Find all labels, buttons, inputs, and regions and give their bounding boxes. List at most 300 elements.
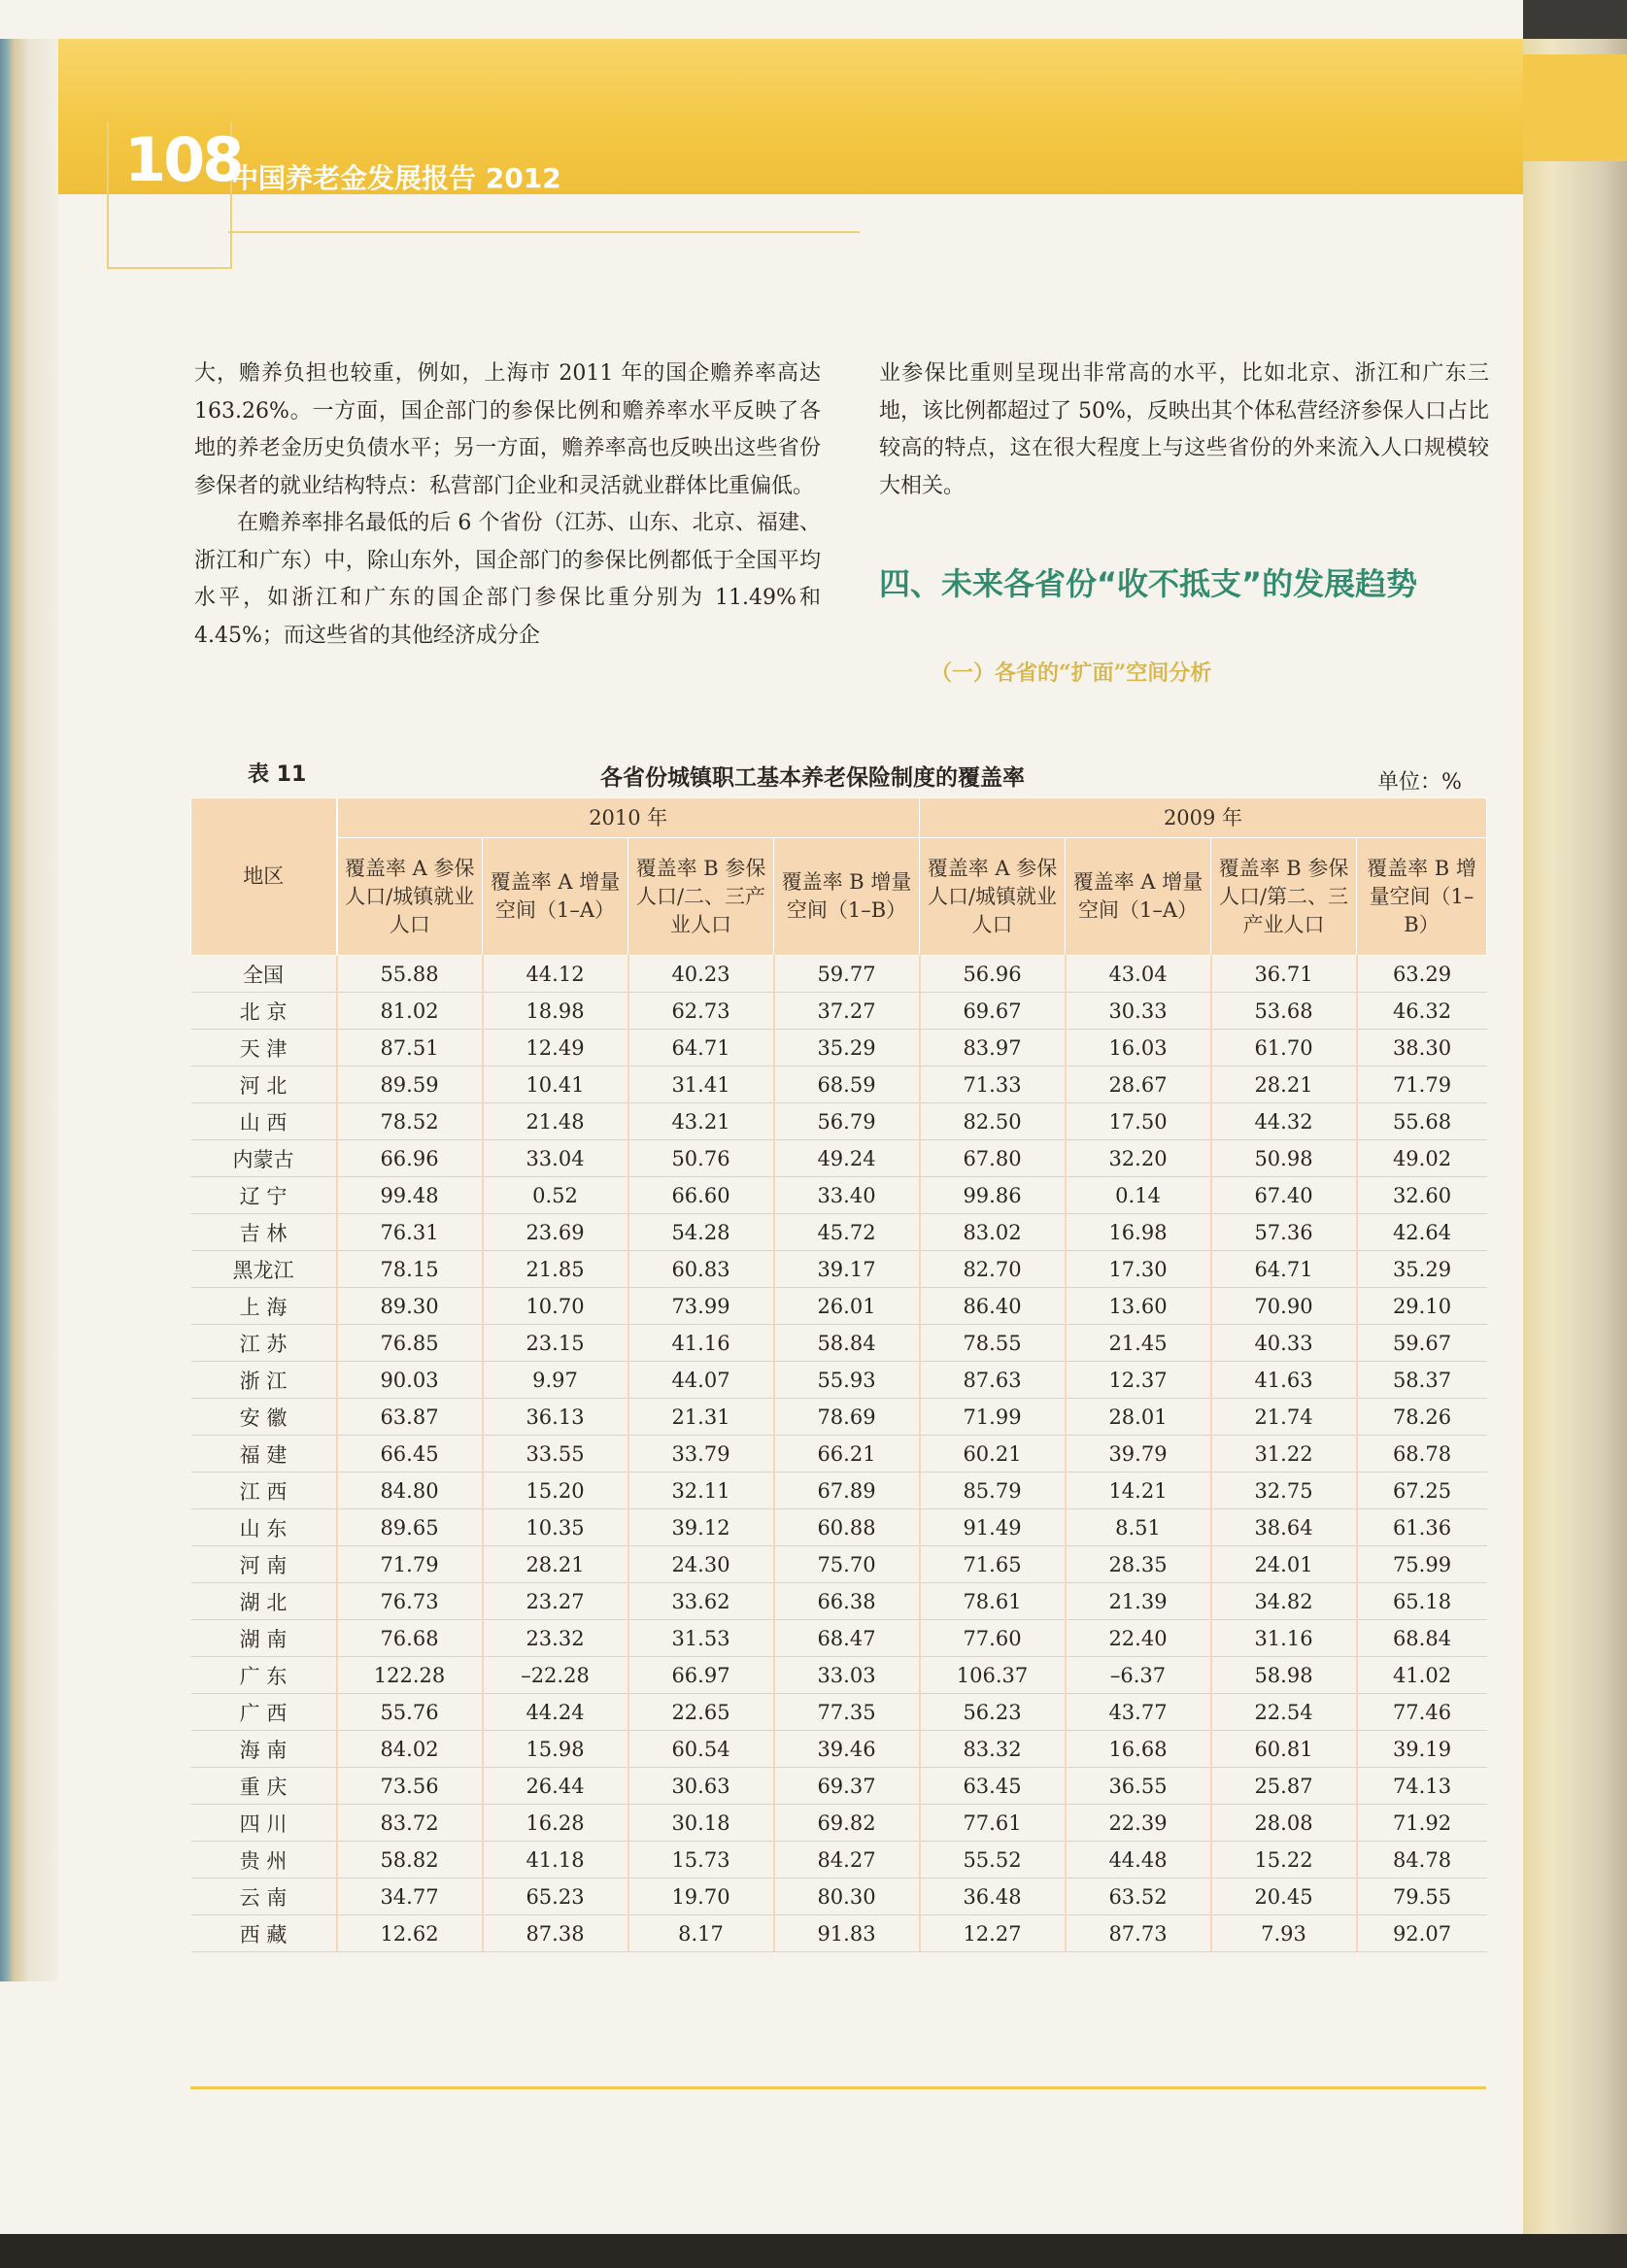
value-cell: 31.41 — [628, 1066, 774, 1103]
value-cell: –22.28 — [483, 1657, 628, 1694]
region-cell: 江 苏 — [191, 1325, 337, 1362]
value-cell: 42.64 — [1357, 1214, 1487, 1251]
value-cell: 58.37 — [1357, 1362, 1487, 1399]
sub-heading: （一）各省的“扩面”空间分析 — [931, 660, 1212, 686]
value-cell: 71.65 — [920, 1546, 1066, 1583]
value-cell: 39.17 — [774, 1251, 920, 1288]
value-cell: 13.60 — [1066, 1288, 1211, 1325]
region-cell: 海 南 — [191, 1731, 337, 1768]
value-cell: 61.70 — [1211, 1030, 1357, 1066]
value-cell: 28.35 — [1066, 1546, 1211, 1583]
value-cell: 15.20 — [483, 1473, 628, 1509]
facing-page-edge — [1523, 39, 1627, 2234]
value-cell: 39.46 — [774, 1731, 920, 1768]
value-cell: 83.02 — [920, 1214, 1066, 1251]
value-cell: 40.23 — [628, 956, 774, 993]
region-cell: 广 西 — [191, 1694, 337, 1731]
footer-rule — [190, 2086, 1486, 2089]
value-cell: 66.96 — [337, 1140, 483, 1177]
value-cell: 87.63 — [920, 1362, 1066, 1399]
running-header-title: 中国养老金发展报告 2012 — [231, 162, 561, 194]
value-cell: 83.97 — [920, 1030, 1066, 1066]
value-cell: 75.99 — [1357, 1546, 1487, 1583]
value-cell: 55.93 — [774, 1362, 920, 1399]
value-cell: 21.31 — [628, 1399, 774, 1436]
value-cell: 8.51 — [1066, 1509, 1211, 1546]
value-cell: 82.70 — [920, 1251, 1066, 1288]
value-cell: 68.47 — [774, 1620, 920, 1657]
value-cell: 59.67 — [1357, 1325, 1487, 1362]
value-cell: 33.04 — [483, 1140, 628, 1177]
region-cell: 浙 江 — [191, 1362, 337, 1399]
value-cell: 33.40 — [774, 1177, 920, 1214]
value-cell: 18.98 — [483, 993, 628, 1030]
value-cell: 73.56 — [337, 1768, 483, 1805]
value-cell: 87.51 — [337, 1030, 483, 1066]
table-row — [191, 1214, 1487, 1251]
value-cell: 9.97 — [483, 1362, 628, 1399]
value-cell: 32.20 — [1066, 1140, 1211, 1177]
scan-bottom-edge — [0, 2234, 1627, 2268]
value-cell: 34.77 — [337, 1879, 483, 1915]
value-cell: 44.48 — [1066, 1842, 1211, 1879]
page-edge — [0, 39, 58, 1981]
value-cell: 76.31 — [337, 1214, 483, 1251]
value-cell: 69.37 — [774, 1768, 920, 1805]
region-cell: 四 川 — [191, 1805, 337, 1842]
value-cell: 62.73 — [628, 993, 774, 1030]
table-row — [191, 1325, 1487, 1362]
value-cell: 67.89 — [774, 1473, 920, 1509]
value-cell: 56.96 — [920, 956, 1066, 993]
value-cell: –6.37 — [1066, 1657, 1211, 1694]
value-cell: 92.07 — [1357, 1915, 1487, 1952]
value-cell: 55.68 — [1357, 1103, 1487, 1140]
value-cell: 59.77 — [774, 956, 920, 993]
table-row — [191, 1657, 1487, 1694]
table-row — [191, 1805, 1487, 1842]
value-cell: 31.53 — [628, 1620, 774, 1657]
value-cell: 82.50 — [920, 1103, 1066, 1140]
value-cell: 30.33 — [1066, 993, 1211, 1030]
value-cell: 40.33 — [1211, 1325, 1357, 1362]
value-cell: 74.13 — [1357, 1768, 1487, 1805]
table-row — [191, 1030, 1487, 1066]
value-cell: 22.65 — [628, 1694, 774, 1731]
value-cell: 69.67 — [920, 993, 1066, 1030]
table-row — [191, 1546, 1487, 1583]
value-cell: 43.21 — [628, 1103, 774, 1140]
value-cell: 33.03 — [774, 1657, 920, 1694]
value-cell: 32.60 — [1357, 1177, 1487, 1214]
value-cell: 56.23 — [920, 1694, 1066, 1731]
value-cell: 61.36 — [1357, 1509, 1487, 1546]
value-cell: 78.26 — [1357, 1399, 1487, 1436]
value-cell: 24.01 — [1211, 1546, 1357, 1583]
value-cell: 21.74 — [1211, 1399, 1357, 1436]
value-cell: 67.25 — [1357, 1473, 1487, 1509]
paragraph: 业参保比重则呈现出非常高的水平，比如北京、浙江和广东三地，该比例都超过了 50%，反映出其个体私营经济参保人口占比较高的特点，这在很大程度上与这些省份的外来流入人口规模较大相关。 — [879, 361, 1489, 498]
region-cell: 河 南 — [191, 1546, 337, 1583]
value-cell: 36.55 — [1066, 1768, 1211, 1805]
value-cell: 66.38 — [774, 1583, 920, 1620]
value-cell: 78.55 — [920, 1325, 1066, 1362]
value-cell: 39.19 — [1357, 1731, 1487, 1768]
value-cell: 37.27 — [774, 993, 920, 1030]
value-cell: 60.54 — [628, 1731, 774, 1768]
value-cell: 7.93 — [1211, 1915, 1357, 1952]
value-cell: 75.70 — [774, 1546, 920, 1583]
value-cell: 68.59 — [774, 1066, 920, 1103]
value-cell: 71.99 — [920, 1399, 1066, 1436]
value-cell: 58.98 — [1211, 1657, 1357, 1694]
value-cell: 39.79 — [1066, 1436, 1211, 1473]
value-cell: 65.18 — [1357, 1583, 1487, 1620]
table-row — [191, 1140, 1487, 1177]
value-cell: 71.79 — [337, 1546, 483, 1583]
value-cell: 33.55 — [483, 1436, 628, 1473]
table-row — [191, 1768, 1487, 1805]
facing-page-band — [1523, 54, 1627, 161]
value-cell: 41.18 — [483, 1842, 628, 1879]
value-cell: 23.27 — [483, 1583, 628, 1620]
region-cell: 山 东 — [191, 1509, 337, 1546]
section-heading: 四、未来各省份“收不抵支”的发展趋势 — [879, 565, 1418, 602]
column-header: 覆盖率 A 参保人口/城镇就业人口 — [337, 838, 483, 956]
right-column — [879, 355, 1489, 505]
value-cell: 19.70 — [628, 1879, 774, 1915]
region-cell: 辽 宁 — [191, 1177, 337, 1214]
region-cell: 江 西 — [191, 1473, 337, 1509]
value-cell: 78.61 — [920, 1583, 1066, 1620]
value-cell: 76.73 — [337, 1583, 483, 1620]
value-cell: 35.29 — [1357, 1251, 1487, 1288]
value-cell: 29.10 — [1357, 1288, 1487, 1325]
value-cell: 22.54 — [1211, 1694, 1357, 1731]
value-cell: 21.85 — [483, 1251, 628, 1288]
value-cell: 58.84 — [774, 1325, 920, 1362]
value-cell: 24.30 — [628, 1546, 774, 1583]
year-header-2010: 2010 年 — [337, 798, 920, 838]
value-cell: 76.68 — [337, 1620, 483, 1657]
table-row — [191, 1620, 1487, 1657]
value-cell: 84.80 — [337, 1473, 483, 1509]
value-cell: 43.04 — [1066, 956, 1211, 993]
value-cell: 23.15 — [483, 1325, 628, 1362]
table-body — [191, 956, 1487, 1952]
region-cell: 黑龙江 — [191, 1251, 337, 1288]
value-cell: 10.35 — [483, 1509, 628, 1546]
table-row — [191, 1509, 1487, 1546]
value-cell: 21.48 — [483, 1103, 628, 1140]
value-cell: 36.48 — [920, 1879, 1066, 1915]
value-cell: 78.15 — [337, 1251, 483, 1288]
value-cell: 16.28 — [483, 1805, 628, 1842]
value-cell: 30.63 — [628, 1768, 774, 1805]
value-cell: 89.59 — [337, 1066, 483, 1103]
value-cell: 17.50 — [1066, 1103, 1211, 1140]
region-cell: 全国 — [191, 956, 337, 993]
region-cell: 吉 林 — [191, 1214, 337, 1251]
value-cell: 66.60 — [628, 1177, 774, 1214]
value-cell: 44.24 — [483, 1694, 628, 1731]
value-cell: 55.76 — [337, 1694, 483, 1731]
region-cell: 河 北 — [191, 1066, 337, 1103]
value-cell: 55.88 — [337, 956, 483, 993]
region-cell: 湖 南 — [191, 1620, 337, 1657]
value-cell: 87.73 — [1066, 1915, 1211, 1952]
value-cell: 70.90 — [1211, 1288, 1357, 1325]
value-cell: 43.77 — [1066, 1694, 1211, 1731]
value-cell: 99.86 — [920, 1177, 1066, 1214]
table-row — [191, 1842, 1487, 1879]
value-cell: 36.71 — [1211, 956, 1357, 993]
value-cell: 31.16 — [1211, 1620, 1357, 1657]
value-cell: 71.33 — [920, 1066, 1066, 1103]
value-cell: 45.72 — [774, 1214, 920, 1251]
value-cell: 58.82 — [337, 1842, 483, 1879]
value-cell: 8.17 — [628, 1915, 774, 1952]
value-cell: 23.69 — [483, 1214, 628, 1251]
value-cell: 76.85 — [337, 1325, 483, 1362]
paragraph: 在赡养率排名最低的后 6 个省份（江苏、山东、北京、福建、浙江和广东）中，除山东外，国企部门的参保比例都低于全国平均水平，如浙江和广东的国企部门参保比重分别为 11.49%和 4.45%；而这些省的其他经济成分企 — [194, 511, 821, 648]
value-cell: 67.40 — [1211, 1177, 1357, 1214]
value-cell: 56.79 — [774, 1103, 920, 1140]
table-row — [191, 1583, 1487, 1620]
column-header: 覆盖率 B 参保人口/二、三产业人口 — [628, 838, 774, 956]
value-cell: 14.21 — [1066, 1473, 1211, 1509]
value-cell: 69.82 — [774, 1805, 920, 1842]
table-row — [191, 1103, 1487, 1140]
value-cell: 81.02 — [337, 993, 483, 1030]
value-cell: 84.27 — [774, 1842, 920, 1879]
value-cell: 83.72 — [337, 1805, 483, 1842]
value-cell: 26.01 — [774, 1288, 920, 1325]
table-row — [191, 1731, 1487, 1768]
value-cell: 39.12 — [628, 1509, 774, 1546]
paragraph: 大，赡养负担也较重，例如，上海市 2011 年的国企赡养率高达 163.26%。一方面，国企部门的参保比例和赡养率水平反映了各地的养老金历史负债水平；另一方面，赡养率高也反映出这些省份参保者的就业结构特点：私营部门企业和灵活就业群体比重偏低。 — [194, 361, 821, 498]
value-cell: 41.02 — [1357, 1657, 1487, 1694]
value-cell: 12.49 — [483, 1030, 628, 1066]
value-cell: 89.30 — [337, 1288, 483, 1325]
column-header: 覆盖率 B 参保人口/第二、三产业人口 — [1211, 838, 1357, 956]
value-cell: 84.78 — [1357, 1842, 1487, 1879]
value-cell: 65.23 — [483, 1879, 628, 1915]
value-cell: 32.11 — [628, 1473, 774, 1509]
value-cell: 21.45 — [1066, 1325, 1211, 1362]
value-cell: 77.61 — [920, 1805, 1066, 1842]
value-cell: 77.35 — [774, 1694, 920, 1731]
value-cell: 0.52 — [483, 1177, 628, 1214]
value-cell: 10.70 — [483, 1288, 628, 1325]
region-cell: 福 建 — [191, 1436, 337, 1473]
column-header: 覆盖率 A 增量空间（1–A） — [483, 838, 628, 956]
value-cell: 71.92 — [1357, 1805, 1487, 1842]
table-row — [191, 1436, 1487, 1473]
table-row — [191, 1915, 1487, 1952]
value-cell: 50.76 — [628, 1140, 774, 1177]
value-cell: 0.14 — [1066, 1177, 1211, 1214]
value-cell: 64.71 — [1211, 1251, 1357, 1288]
value-cell: 28.21 — [483, 1546, 628, 1583]
value-cell: 38.30 — [1357, 1030, 1487, 1066]
value-cell: 57.36 — [1211, 1214, 1357, 1251]
value-cell: 16.68 — [1066, 1731, 1211, 1768]
value-cell: 78.52 — [337, 1103, 483, 1140]
value-cell: 55.52 — [920, 1842, 1066, 1879]
value-cell: 79.55 — [1357, 1879, 1487, 1915]
table-row — [191, 1251, 1487, 1288]
page-number: 108 — [124, 124, 242, 195]
value-cell: 91.83 — [774, 1915, 920, 1952]
value-cell: 41.63 — [1211, 1362, 1357, 1399]
value-cell: 15.98 — [483, 1731, 628, 1768]
value-cell: 80.30 — [774, 1879, 920, 1915]
table-row — [191, 1288, 1487, 1325]
table-row — [191, 1399, 1487, 1436]
value-cell: 66.97 — [628, 1657, 774, 1694]
region-cell: 湖 北 — [191, 1583, 337, 1620]
value-cell: 44.32 — [1211, 1103, 1357, 1140]
value-cell: 44.12 — [483, 956, 628, 993]
value-cell: 36.13 — [483, 1399, 628, 1436]
value-cell: 49.02 — [1357, 1140, 1487, 1177]
value-cell: 60.83 — [628, 1251, 774, 1288]
table-label: 表 11 — [248, 762, 307, 787]
value-cell: 17.30 — [1066, 1251, 1211, 1288]
value-cell: 53.68 — [1211, 993, 1357, 1030]
value-cell: 50.98 — [1211, 1140, 1357, 1177]
column-header: 覆盖率 B 增量空间（1–B） — [774, 838, 920, 956]
header-rule — [228, 231, 860, 233]
value-cell: 31.22 — [1211, 1436, 1357, 1473]
value-cell: 15.22 — [1211, 1842, 1357, 1879]
value-cell: 38.64 — [1211, 1509, 1357, 1546]
value-cell: 28.08 — [1211, 1805, 1357, 1842]
value-cell: 60.21 — [920, 1436, 1066, 1473]
value-cell: 68.84 — [1357, 1620, 1487, 1657]
value-cell: 60.88 — [774, 1509, 920, 1546]
value-cell: 83.32 — [920, 1731, 1066, 1768]
region-cell: 贵 州 — [191, 1842, 337, 1879]
region-header: 地区 — [191, 798, 337, 956]
value-cell: 25.87 — [1211, 1768, 1357, 1805]
value-cell: 68.78 — [1357, 1436, 1487, 1473]
value-cell: 33.62 — [628, 1583, 774, 1620]
table-row — [191, 1694, 1487, 1731]
value-cell: 87.38 — [483, 1915, 628, 1952]
value-cell: 90.03 — [337, 1362, 483, 1399]
column-header: 覆盖率 A 增量空间（1–A） — [1066, 838, 1211, 956]
value-cell: 89.65 — [337, 1509, 483, 1546]
coverage-table — [190, 797, 1487, 1952]
value-cell: 54.28 — [628, 1214, 774, 1251]
value-cell: 22.40 — [1066, 1620, 1211, 1657]
value-cell: 63.45 — [920, 1768, 1066, 1805]
value-cell: 21.39 — [1066, 1583, 1211, 1620]
table-row — [191, 1473, 1487, 1509]
value-cell: 15.73 — [628, 1842, 774, 1879]
value-cell: 64.71 — [628, 1030, 774, 1066]
value-cell: 16.98 — [1066, 1214, 1211, 1251]
region-cell: 北 京 — [191, 993, 337, 1030]
value-cell: 71.79 — [1357, 1066, 1487, 1103]
value-cell: 28.01 — [1066, 1399, 1211, 1436]
value-cell: 41.16 — [628, 1325, 774, 1362]
value-cell: 85.79 — [920, 1473, 1066, 1509]
value-cell: 67.80 — [920, 1140, 1066, 1177]
region-cell: 内蒙古 — [191, 1140, 337, 1177]
value-cell: 44.07 — [628, 1362, 774, 1399]
left-column — [194, 355, 821, 655]
value-cell: 49.24 — [774, 1140, 920, 1177]
value-cell: 26.44 — [483, 1768, 628, 1805]
column-header: 覆盖率 B 增量空间（1–B） — [1357, 838, 1487, 956]
value-cell: 30.18 — [628, 1805, 774, 1842]
table-row — [191, 993, 1487, 1030]
value-cell: 77.46 — [1357, 1694, 1487, 1731]
table-row — [191, 1879, 1487, 1915]
value-cell: 66.21 — [774, 1436, 920, 1473]
value-cell: 66.45 — [337, 1436, 483, 1473]
value-cell: 86.40 — [920, 1288, 1066, 1325]
value-cell: 35.29 — [774, 1030, 920, 1066]
value-cell: 10.41 — [483, 1066, 628, 1103]
region-cell: 重 庆 — [191, 1768, 337, 1805]
value-cell: 63.52 — [1066, 1879, 1211, 1915]
region-cell: 广 东 — [191, 1657, 337, 1694]
value-cell: 33.79 — [628, 1436, 774, 1473]
value-cell: 91.49 — [920, 1509, 1066, 1546]
region-cell: 天 津 — [191, 1030, 337, 1066]
value-cell: 16.03 — [1066, 1030, 1211, 1066]
table-unit: 单位：% — [1377, 770, 1462, 795]
region-cell: 安 徽 — [191, 1399, 337, 1436]
column-header: 覆盖率 A 参保人口/城镇就业人口 — [920, 838, 1066, 956]
value-cell: 63.29 — [1357, 956, 1487, 993]
table-row — [191, 1362, 1487, 1399]
value-cell: 46.32 — [1357, 993, 1487, 1030]
value-cell: 22.39 — [1066, 1805, 1211, 1842]
region-cell: 上 海 — [191, 1288, 337, 1325]
value-cell: 60.81 — [1211, 1731, 1357, 1768]
value-cell: 78.69 — [774, 1399, 920, 1436]
table-title: 各省份城镇职工基本养老保险制度的覆盖率 — [600, 765, 1025, 791]
value-cell: 12.27 — [920, 1915, 1066, 1952]
value-cell: 84.02 — [337, 1731, 483, 1768]
value-cell: 73.99 — [628, 1288, 774, 1325]
region-cell: 云 南 — [191, 1879, 337, 1915]
value-cell: 28.67 — [1066, 1066, 1211, 1103]
value-cell: 63.87 — [337, 1399, 483, 1436]
value-cell: 28.21 — [1211, 1066, 1357, 1103]
value-cell: 34.82 — [1211, 1583, 1357, 1620]
value-cell: 99.48 — [337, 1177, 483, 1214]
value-cell: 12.62 — [337, 1915, 483, 1952]
value-cell: 122.28 — [337, 1657, 483, 1694]
table-row — [191, 956, 1487, 993]
table-row — [191, 1177, 1487, 1214]
value-cell: 23.32 — [483, 1620, 628, 1657]
value-cell: 32.75 — [1211, 1473, 1357, 1509]
value-cell: 12.37 — [1066, 1362, 1211, 1399]
region-cell: 山 西 — [191, 1103, 337, 1140]
value-cell: 77.60 — [920, 1620, 1066, 1657]
year-header-2009: 2009 年 — [920, 798, 1487, 838]
value-cell: 106.37 — [920, 1657, 1066, 1694]
table-row — [191, 1066, 1487, 1103]
value-cell: 20.45 — [1211, 1879, 1357, 1915]
